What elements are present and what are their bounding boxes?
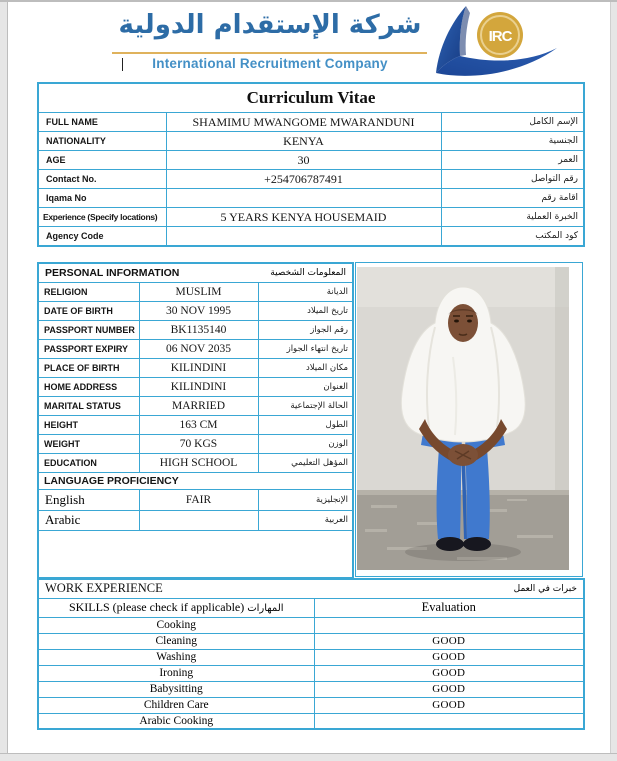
skill-evaluation: GOOD xyxy=(314,665,584,681)
column-header-row xyxy=(38,598,584,617)
field-label-arabic: العمر xyxy=(441,151,584,170)
field-label: Experience (Specify locations) xyxy=(38,208,166,227)
field-label: PASSPORT NUMBER xyxy=(38,320,139,339)
field-label-arabic: الإنجليزية xyxy=(258,489,353,510)
field-label: Iqama No xyxy=(38,189,166,208)
section-title-arabic: خبرات في العمل xyxy=(513,583,577,594)
field-label: RELIGION xyxy=(38,282,139,301)
evaluation-column-header: Evaluation xyxy=(314,598,584,617)
table-row xyxy=(38,282,353,301)
field-label: NATIONALITY xyxy=(38,132,166,151)
skill-evaluation xyxy=(314,617,584,633)
table-row xyxy=(38,170,584,189)
field-label-arabic: الجنسية xyxy=(441,132,584,151)
skill-name: Washing xyxy=(38,649,314,665)
skill-name: Ironing xyxy=(38,665,314,681)
field-value: 30 xyxy=(166,151,441,170)
field-label-arabic: كود المكتب xyxy=(441,227,584,246)
table-row xyxy=(38,396,353,415)
table-row xyxy=(38,358,353,377)
field-value xyxy=(166,189,441,208)
table-row xyxy=(38,377,353,396)
table-row xyxy=(38,227,584,246)
field-value: 06 NOV 2035 xyxy=(139,339,258,358)
table-row xyxy=(38,301,353,320)
field-value xyxy=(166,227,441,246)
personal-info-table xyxy=(37,262,354,579)
section-header-row xyxy=(38,263,353,282)
section-header-row xyxy=(38,579,584,598)
field-label: WEIGHT xyxy=(38,434,139,453)
skill-name: Children Care xyxy=(38,697,314,713)
field-label-arabic: الحالة الإجتماعية xyxy=(258,396,353,415)
skills-column-header: SKILLS (please check if applicable) xyxy=(68,600,245,614)
field-label: HOME ADDRESS xyxy=(38,377,139,396)
table-row xyxy=(38,697,584,713)
field-label-arabic: مكان الميلاد xyxy=(258,358,353,377)
table-row xyxy=(38,510,353,530)
skill-evaluation xyxy=(314,713,584,729)
field-value xyxy=(139,510,258,530)
table-row xyxy=(38,151,584,170)
page-edge-top xyxy=(0,0,617,2)
field-label: Arabic xyxy=(38,510,139,530)
section-title-arabic: المعلومات الشخصية xyxy=(270,267,347,278)
table-row xyxy=(38,665,584,681)
skill-name: Cleaning xyxy=(38,633,314,649)
field-label-arabic: الديانة xyxy=(258,282,353,301)
work-experience-table xyxy=(37,578,585,730)
field-value: HIGH SCHOOL xyxy=(139,453,258,472)
table-row xyxy=(38,681,584,697)
field-label-arabic: الإسم الكامل xyxy=(441,113,584,132)
skill-evaluation: GOOD xyxy=(314,697,584,713)
section-title: PERSONAL INFORMATION xyxy=(45,266,180,279)
field-value: +254706787491 xyxy=(166,170,441,189)
empty-cell xyxy=(38,530,353,578)
table-row xyxy=(38,132,584,151)
candidate-photo xyxy=(355,262,583,577)
field-label-arabic: العربية xyxy=(258,510,353,530)
company-name-english: International Recruitment Company xyxy=(152,56,388,71)
field-label: PASSPORT EXPIRY xyxy=(38,339,139,358)
field-label-arabic: رقم الجواز xyxy=(258,320,353,339)
skill-evaluation: GOOD xyxy=(314,681,584,697)
page-edge-right xyxy=(610,2,617,760)
field-label-arabic: الخبرة العملية xyxy=(441,208,584,227)
field-label: MARITAL STATUS xyxy=(38,396,139,415)
candidate-photo-image xyxy=(357,267,569,570)
field-value: FAIR xyxy=(139,489,258,510)
skills-column-header-arabic: المهارات xyxy=(247,603,284,614)
field-label-arabic: تاريخ الميلاد xyxy=(258,301,353,320)
field-label-arabic: رقم التواصل xyxy=(441,170,584,189)
table-row xyxy=(38,453,353,472)
empty-row xyxy=(38,530,353,578)
field-label: AGE xyxy=(38,151,166,170)
field-value: BK1135140 xyxy=(139,320,258,339)
field-value: KENYA xyxy=(166,132,441,151)
logo-badge-text: IRC xyxy=(488,28,512,45)
field-label-arabic: تاريخ انتهاء الجواز xyxy=(258,339,353,358)
field-value: KILINDINI xyxy=(139,377,258,396)
table-row xyxy=(38,489,353,510)
field-label: EDUCATION xyxy=(38,453,139,472)
field-label: PLACE OF BIRTH xyxy=(38,358,139,377)
field-label-arabic: العنوان xyxy=(258,377,353,396)
field-label: HEIGHT xyxy=(38,415,139,434)
skill-name: Cooking xyxy=(38,617,314,633)
text-cursor xyxy=(122,58,123,71)
table-row xyxy=(38,339,353,358)
table-row xyxy=(38,113,584,132)
table-row xyxy=(38,208,584,227)
field-value: 5 YEARS KENYA HOUSEMAID xyxy=(166,208,441,227)
section-title: WORK EXPERIENCE xyxy=(45,581,163,596)
field-value: 70 KGS xyxy=(139,434,258,453)
cv-table xyxy=(37,82,585,247)
table-row xyxy=(38,617,584,633)
field-label: FULL NAME xyxy=(38,113,166,132)
field-label: DATE OF BIRTH xyxy=(38,301,139,320)
page-edge-left xyxy=(0,2,8,760)
field-value: SHAMIMU MWANGOME MWARANDUNI xyxy=(166,113,441,132)
field-label: Contact No. xyxy=(38,170,166,189)
table-row xyxy=(38,633,584,649)
cv-title-row xyxy=(38,83,584,113)
company-name-arabic: شركة الإستقدام الدولية xyxy=(118,10,422,40)
field-label-arabic: اقامة رقم xyxy=(441,189,584,208)
company-logo-icon xyxy=(424,3,564,81)
table-row xyxy=(38,713,584,729)
field-value: 30 NOV 1995 xyxy=(139,301,258,320)
skill-evaluation: GOOD xyxy=(314,633,584,649)
table-row xyxy=(38,189,584,208)
skill-evaluation: GOOD xyxy=(314,649,584,665)
section-header-row xyxy=(38,472,353,489)
field-label-arabic: المؤهل التعليمي xyxy=(258,453,353,472)
table-row xyxy=(38,415,353,434)
skill-name: Babysitting xyxy=(38,681,314,697)
field-value: KILINDINI xyxy=(139,358,258,377)
gold-divider xyxy=(112,52,427,54)
table-row xyxy=(38,649,584,665)
field-label: Agency Code xyxy=(38,227,166,246)
table-row xyxy=(38,320,353,339)
field-label: English xyxy=(38,489,139,510)
page-title: Curriculum Vitae xyxy=(38,83,584,113)
field-value: MUSLIM xyxy=(139,282,258,301)
skill-name: Arabic Cooking xyxy=(38,713,314,729)
table-row xyxy=(38,434,353,453)
field-value: MARRIED xyxy=(139,396,258,415)
field-label-arabic: الطول xyxy=(258,415,353,434)
field-value: 163 CM xyxy=(139,415,258,434)
section-title: LANGUAGE PROFICIENCY xyxy=(38,472,353,489)
field-label-arabic: الوزن xyxy=(258,434,353,453)
